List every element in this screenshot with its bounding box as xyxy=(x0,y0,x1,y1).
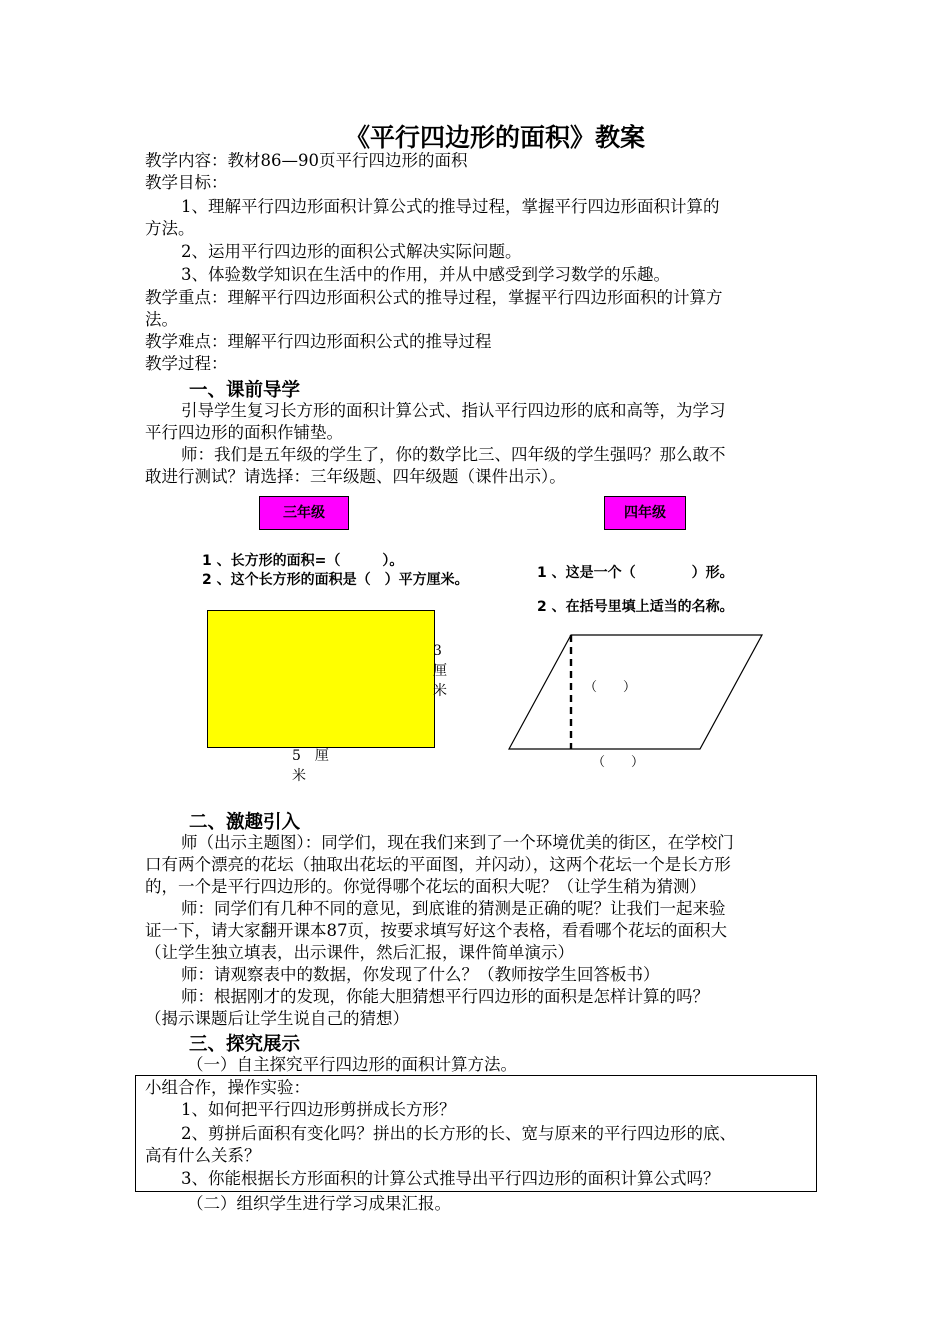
section-2-line-2: 口有两个漂亮的花坛（抽取出花坛的平面图，并闪动），这两个花坛一个是长方形 xyxy=(145,855,731,874)
section-2-line-9: （揭示课题后让学生说自己的猜想） xyxy=(145,1009,409,1028)
box-title: 小组合作，操作实验： xyxy=(145,1078,310,1097)
section-3-heading: 三、探究展示 xyxy=(189,1034,301,1055)
section-1-p2-line-2: 敢进行测试？请选择：三年级题、四年级题（课件出示）。 xyxy=(145,467,566,486)
key-point-line-1: 教学重点：理解平行四边形面积公式的推导过程，掌握平行四边形面积的计算方 xyxy=(145,288,723,307)
grade-3-question-2: 2 、这个长方形的面积是（ ）平方厘米。 xyxy=(202,572,469,588)
section-2-line-4: 师：同学们有几种不同的意见，到底谁的猜测是正确的呢？让我们一起来验 xyxy=(181,899,726,918)
box-question-2-line-2: 高有什么关系？ xyxy=(145,1146,261,1165)
page-title: 《平行四边形的面积》教案 xyxy=(344,123,645,152)
grade-3-question-1: 1 、长方形的面积=（ ）。 xyxy=(202,553,404,569)
section-2-line-7: 师：请观察表中的数据，你发现了什么？（教师按学生回答板书） xyxy=(181,965,660,984)
goal-2: 2、运用平行四边形的面积公式解决实际问题。 xyxy=(181,242,522,261)
section-2-heading: 二、激趣引入 xyxy=(189,812,301,833)
section-3-sub-2: （二）组织学生进行学习成果汇报。 xyxy=(187,1194,451,1213)
box-question-2-line-1: 2、剪拼后面积有变化吗？拼出的长方形的长、宽与原来的平行四边形的底、 xyxy=(181,1124,736,1143)
section-2-line-8: 师：根据刚才的发现，你能大胆猜想平行四边形的面积是怎样计算的吗？ xyxy=(181,987,709,1006)
goal-3: 3、体验数学知识在生活中的作用，并从中感受到学习数学的乐趣。 xyxy=(181,265,670,284)
section-2-line-3: 的，一个是平行四边形的。你觉得哪个花坛的面积大呢？（让学生稍为猜测） xyxy=(145,877,706,896)
rect-side-unit-2: 米 xyxy=(433,683,447,699)
parallelogram-base-blank: （ ） xyxy=(592,755,645,770)
difficulty: 教学难点：理解平行四边形面积公式的推导过程 xyxy=(145,332,492,351)
section-3-sub-1: （一）自主探究平行四边形的面积计算方法。 xyxy=(187,1055,517,1074)
rect-side-unit-1: 厘 xyxy=(433,663,447,679)
goals-label: 教学目标： xyxy=(145,173,228,192)
section-2-line-6: （让学生独立填表，出示课件，然后汇报，课件简单演示） xyxy=(145,943,574,962)
parallelogram-height-blank: （ ） xyxy=(584,680,637,695)
section-1-p2-line-1: 师：我们是五年级的学生了，你的数学比三、四年级的学生强吗？那么敢不 xyxy=(181,445,726,464)
grade-3-label: 三年级 xyxy=(259,496,349,530)
teaching-content: 教学内容：教材86—90页平行四边形的面积 xyxy=(145,151,468,170)
grade-4-question-1: 1 、这是一个（ ）形。 xyxy=(537,565,734,581)
section-2-line-5: 证一下，请大家翻开课本87页，按要求填写好这个表格，看看哪个花坛的面积大 xyxy=(145,921,727,940)
goal-1-line-1: 1、理解平行四边形面积计算公式的推导过程，掌握平行四边形面积计算的 xyxy=(181,197,720,216)
box-question-1: 1、如何把平行四边形剪拼成长方形？ xyxy=(181,1100,456,1119)
process-label: 教学过程： xyxy=(145,354,228,373)
grade-4-question-2: 2 、在括号里填上适当的名称。 xyxy=(537,599,734,615)
yellow-rectangle xyxy=(207,610,435,748)
rect-base-label-2: 米 xyxy=(292,768,306,784)
parallelogram xyxy=(500,625,775,760)
section-2-line-1: 师（出示主题图）：同学们，现在我们来到了一个环境优美的街区，在学校门 xyxy=(181,833,734,852)
rect-side-number: 3 xyxy=(433,643,442,659)
key-point-line-2: 法。 xyxy=(145,310,178,329)
goal-1-line-2: 方法。 xyxy=(145,219,195,238)
section-1-p1-line-1: 引导学生复习长方形的面积计算公式、指认平行四边形的底和高等，为学习 xyxy=(181,401,726,420)
box-question-3: 3、你能根据长方形面积的计算公式推导出平行四边形的面积计算公式吗？ xyxy=(181,1169,720,1188)
grade-4-label: 四年级 xyxy=(604,496,686,530)
section-1-heading: 一、课前导学 xyxy=(189,380,301,401)
section-1-p1-line-2: 平行四边形的面积作铺垫。 xyxy=(145,423,343,442)
rect-base-label-1: 5 厘 xyxy=(292,748,329,764)
